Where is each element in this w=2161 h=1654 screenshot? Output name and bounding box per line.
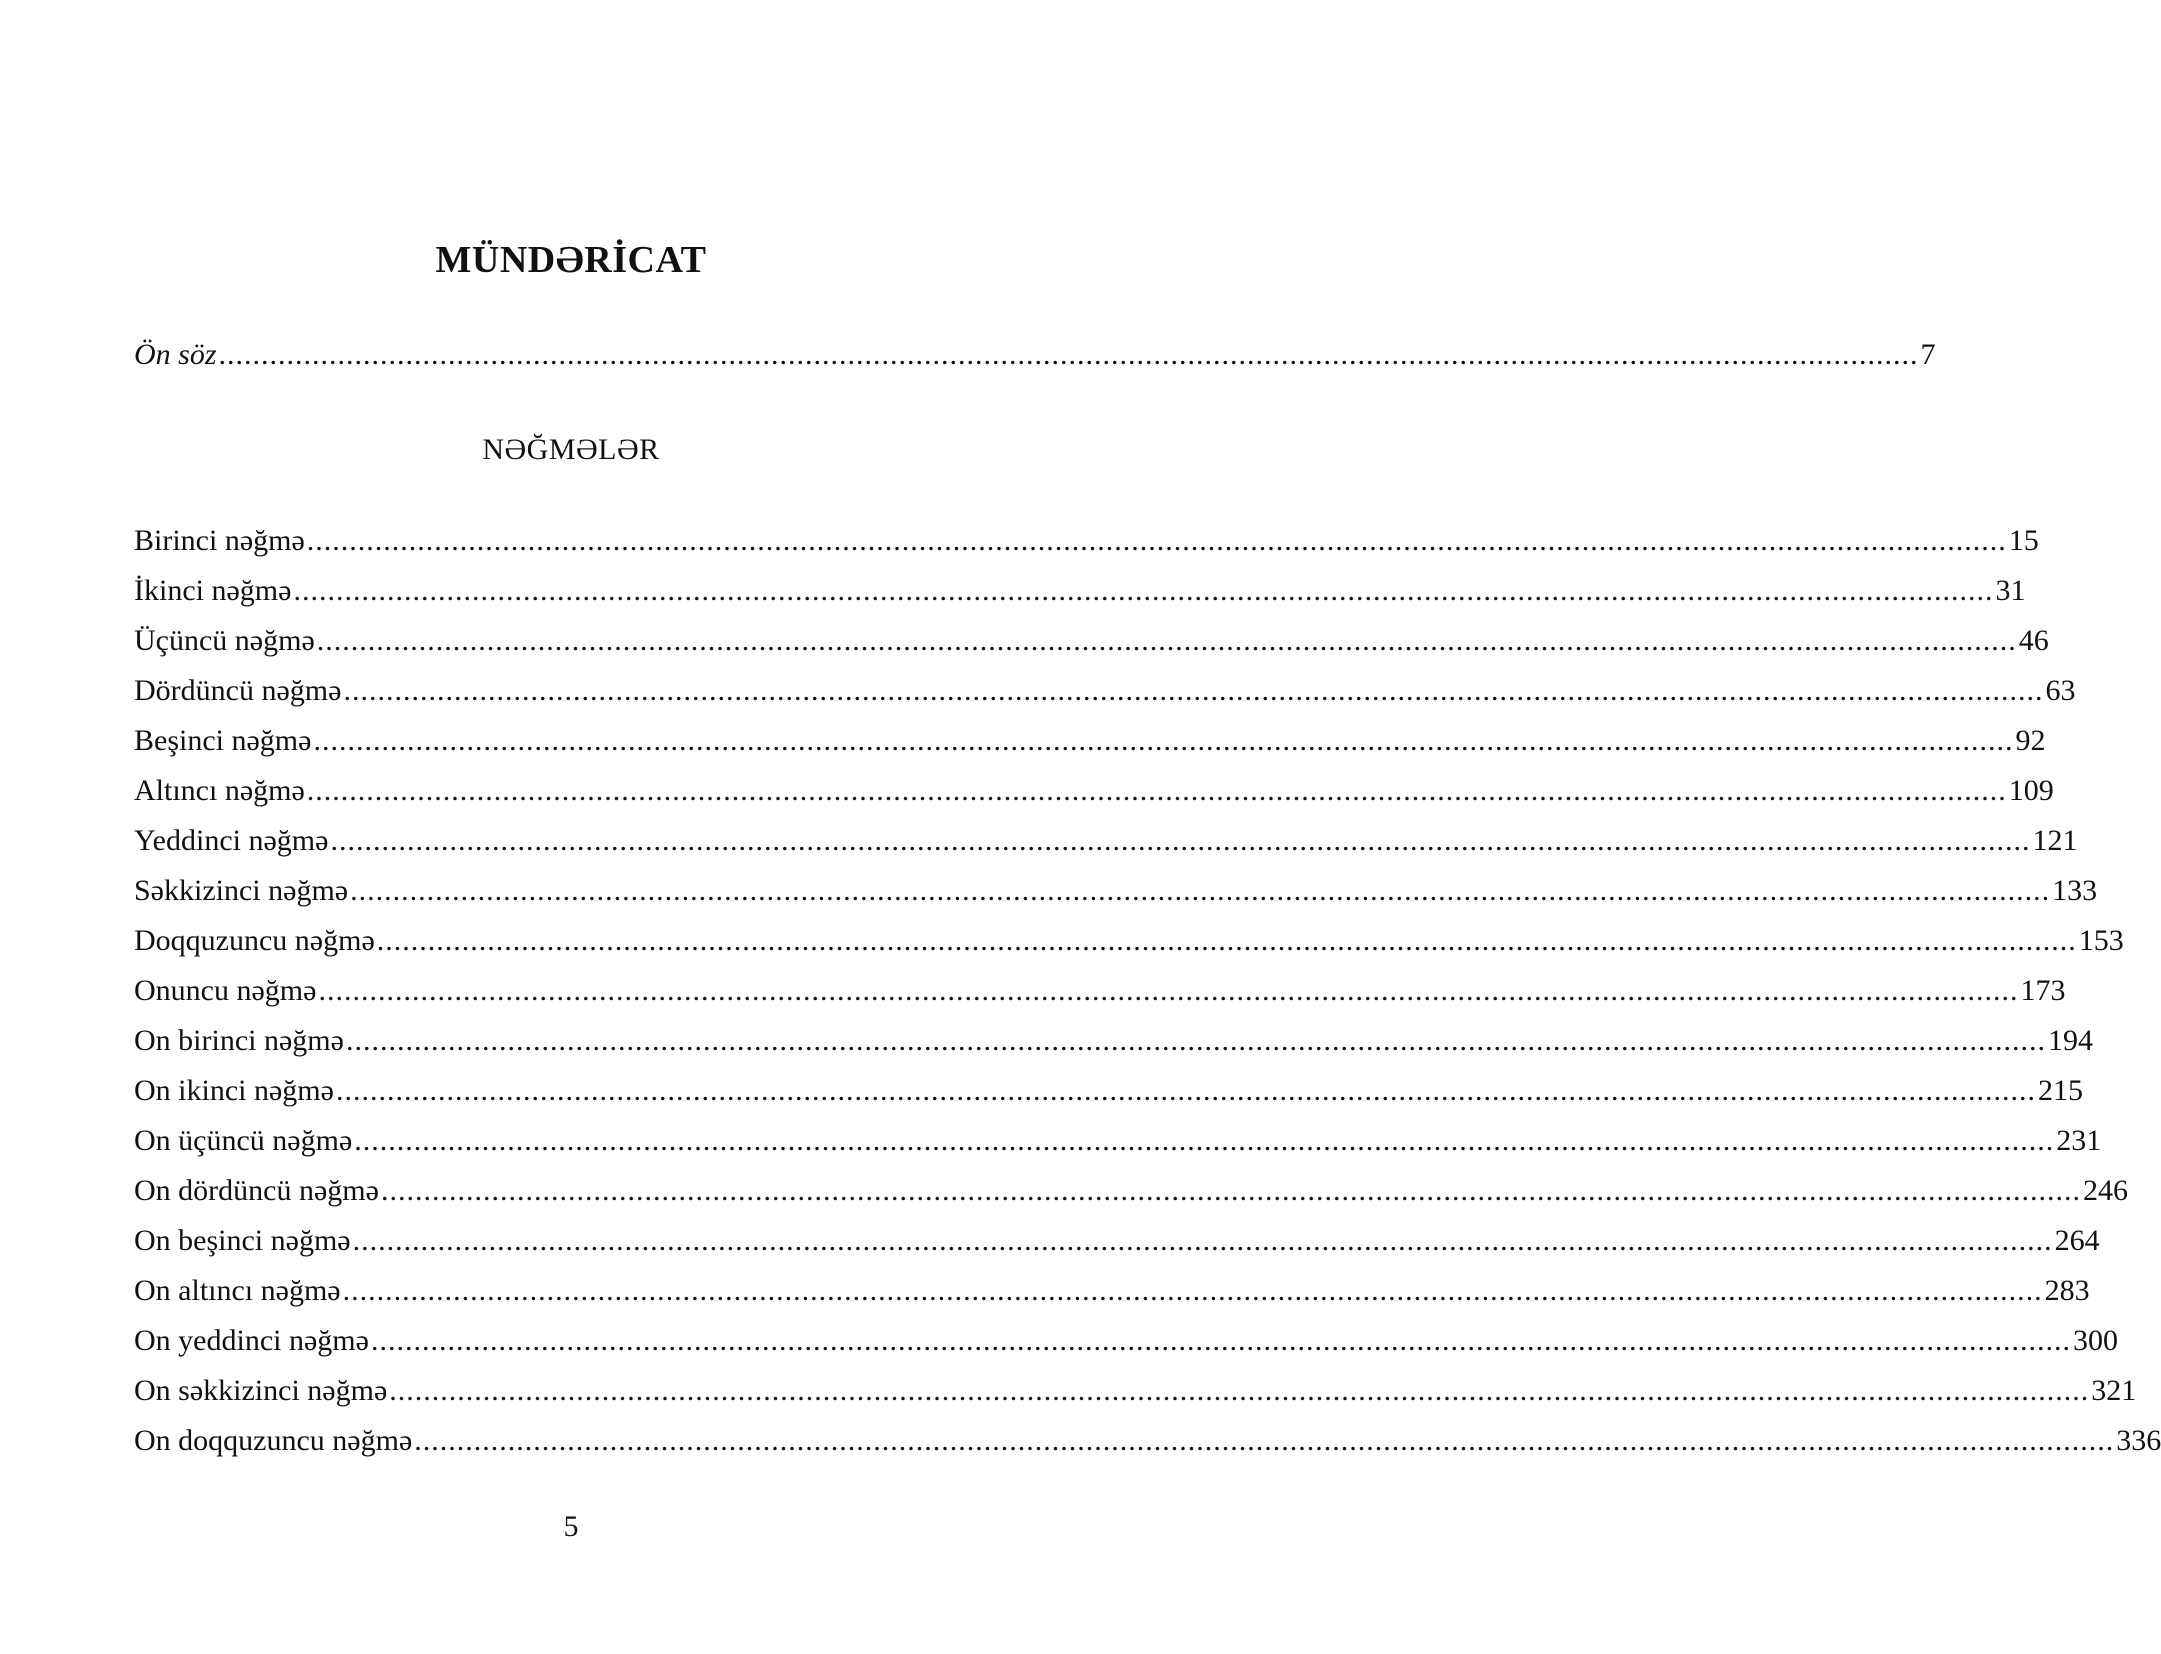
toc-entry-page: 153 bbox=[2078, 924, 2124, 957]
toc-leader-dots: ........................................................................................................................................................................................................ bbox=[380, 1174, 2081, 1207]
toc-entry-page: 15 bbox=[2008, 524, 2039, 557]
toc-leader-dots: ........................................................................................................................................................................................................ bbox=[318, 974, 2019, 1007]
toc-entry-page: 231 bbox=[2056, 1124, 2102, 1157]
toc-entry bbox=[134, 523, 2039, 559]
toc-entry-label: On üçüncü nəğmə bbox=[134, 1124, 353, 1157]
toc-entry bbox=[134, 923, 2124, 959]
toc-entry-page: 300 bbox=[2072, 1324, 2118, 1357]
toc-leader-dots: ........................................................................................................................................................................................................ bbox=[335, 1074, 2036, 1107]
toc-leader-dots: ........................................................................................................................................................................................................ bbox=[306, 524, 2007, 557]
toc-entry-label: On ikinci nəğmə bbox=[134, 1074, 334, 1107]
toc-entry bbox=[134, 723, 2046, 759]
toc-entry bbox=[134, 1273, 2090, 1309]
toc-entry-label: Altıncı nəğmə bbox=[134, 774, 305, 807]
toc-entry-label: Onuncu nəğmə bbox=[134, 974, 317, 1007]
toc-entry-page: 194 bbox=[2047, 1024, 2093, 1057]
toc-entry-page: 31 bbox=[1995, 574, 2026, 607]
toc-leader-dots: ........................................................................................................................................................................................................ bbox=[293, 574, 1994, 607]
toc-leader-dots: ........................................................................................................................................................................................................ bbox=[352, 1224, 2053, 1257]
toc-entry bbox=[134, 1323, 2118, 1359]
toc-entry bbox=[134, 773, 2054, 809]
toc-entry bbox=[134, 873, 2098, 909]
toc-entry-label: On yeddinci nəğmə bbox=[134, 1324, 369, 1357]
toc-leader-dots: ........................................................................................................................................................................................................ bbox=[313, 724, 2014, 757]
toc-entry-label: Ön söz bbox=[134, 338, 217, 371]
toc-entry-label: Dördüncü nəğmə bbox=[134, 674, 342, 707]
toc-entry-page: 283 bbox=[2044, 1274, 2090, 1307]
toc-entry-label: Səkkizinci nəğmə bbox=[134, 874, 349, 907]
toc-leader-dots: ........................................................................................................................................................................................................ bbox=[218, 338, 1919, 371]
toc-entry-page: 63 bbox=[2045, 674, 2076, 707]
toc-leader-dots: ........................................................................................................................................................................................................ bbox=[343, 674, 2044, 707]
toc-leader-dots: ........................................................................................................................................................................................................ bbox=[342, 1274, 2043, 1307]
toc-entry-label: İkinci nəğmə bbox=[134, 574, 292, 607]
toc-entry-page: 336 bbox=[2116, 1424, 2161, 1457]
toc-entry-label: Birinci nəğmə bbox=[134, 524, 305, 557]
toc-entry-label: On beşinci nəğmə bbox=[134, 1224, 351, 1257]
toc-entry-label: Beşinci nəğmə bbox=[134, 724, 312, 757]
toc-entry-page: 92 bbox=[2015, 724, 2046, 757]
toc-entry bbox=[134, 1073, 2083, 1109]
toc-entry bbox=[134, 973, 2066, 1009]
page-number: 5 bbox=[563, 1510, 579, 1543]
section-heading: NƏĞMƏLƏR bbox=[482, 433, 660, 466]
toc-entry bbox=[134, 573, 2026, 609]
toc-entry-label: On dördüncü nəğmə bbox=[134, 1174, 379, 1207]
toc-entry bbox=[134, 1423, 2161, 1459]
toc-entry-page: 246 bbox=[2082, 1174, 2128, 1207]
toc-entry-page: 46 bbox=[2018, 624, 2049, 657]
toc-entry-label: On altıncı nəğmə bbox=[134, 1274, 341, 1307]
toc-leader-dots: ........................................................................................................................................................................................................ bbox=[414, 1424, 2115, 1457]
toc-leader-dots: ........................................................................................................................................................................................................ bbox=[350, 874, 2051, 907]
toc-entry bbox=[134, 1223, 2100, 1259]
toc-entry-page: 121 bbox=[2032, 824, 2078, 857]
toc-entry-page: 215 bbox=[2037, 1074, 2083, 1107]
toc-entry-page: 173 bbox=[2020, 974, 2066, 1007]
toc-leader-dots: ........................................................................................................................................................................................................ bbox=[316, 624, 2017, 657]
page-title: MÜNDƏRİCAT bbox=[435, 239, 707, 281]
toc-leader-dots: ........................................................................................................................................................................................................ bbox=[376, 924, 2077, 957]
toc-entry-label: On səkkizinci nəğmə bbox=[134, 1374, 388, 1407]
toc-leader-dots: ........................................................................................................................................................................................................ bbox=[389, 1374, 2090, 1407]
toc-leader-dots: ........................................................................................................................................................................................................ bbox=[345, 1024, 2046, 1057]
toc-entry-page: 264 bbox=[2054, 1224, 2100, 1257]
toc-entry bbox=[134, 1373, 2137, 1409]
toc-entry bbox=[134, 673, 2076, 709]
toc-leader-dots: ........................................................................................................................................................................................................ bbox=[330, 824, 2031, 857]
toc-entry-label: Doqquzuncu nəğmə bbox=[134, 924, 375, 957]
toc-entry bbox=[134, 1123, 2102, 1159]
toc-entry-label: Üçüncü nəğmə bbox=[134, 624, 315, 657]
toc-entry bbox=[134, 823, 2078, 859]
toc-entry-label: Yeddinci nəğmə bbox=[134, 824, 329, 857]
toc-entry bbox=[134, 623, 2049, 659]
toc-entry-page: 321 bbox=[2091, 1374, 2137, 1407]
toc-entry bbox=[134, 1173, 2128, 1209]
toc-entry-page: 7 bbox=[1920, 338, 1936, 371]
toc-leader-dots: ........................................................................................................................................................................................................ bbox=[354, 1124, 2055, 1157]
toc-entry-intro bbox=[134, 337, 1936, 373]
toc-entry-page: 133 bbox=[2052, 874, 2098, 907]
toc-leader-dots: ........................................................................................................................................................................................................ bbox=[306, 774, 2007, 807]
toc-leader-dots: ........................................................................................................................................................................................................ bbox=[370, 1324, 2071, 1357]
toc-entry-label: On birinci nəğmə bbox=[134, 1024, 344, 1057]
toc-entry-label: On doqquzuncu nəğmə bbox=[134, 1424, 413, 1457]
toc-entry bbox=[134, 1023, 2093, 1059]
toc-entry-page: 109 bbox=[2008, 774, 2054, 807]
